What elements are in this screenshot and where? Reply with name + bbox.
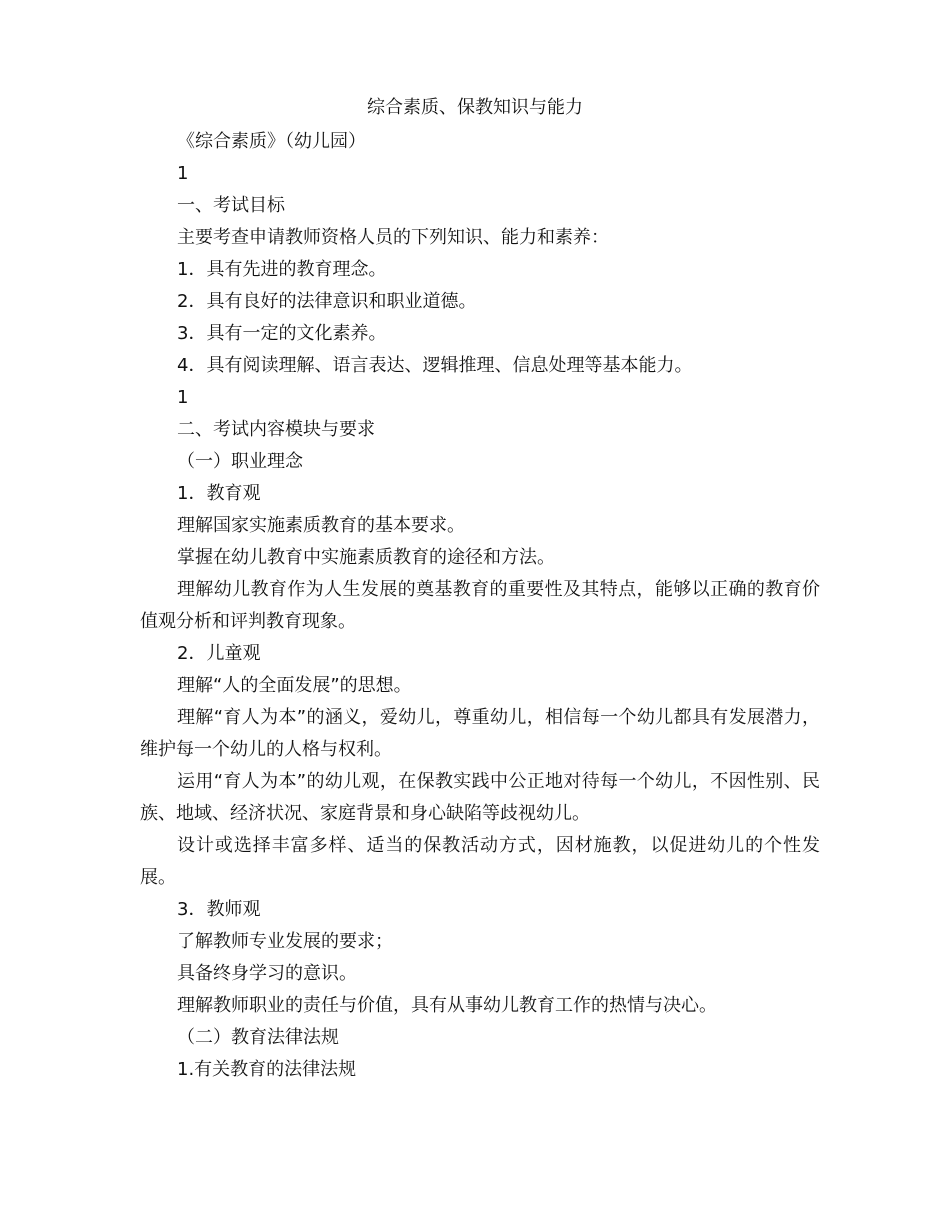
list-item: 3．具有一定的文化素养。 (177, 323, 387, 344)
subsection-heading: （二）教育法律法规 (177, 1027, 339, 1048)
section-heading: 一、考试目标 (177, 195, 285, 216)
paragraph: 理解幼儿教育作为人生发展的奠基教育的重要性及其特点，能够以正确的教育价值观分析和评判教育现象。 (140, 579, 820, 632)
paragraph: 理解“育人为本”的涵义，爱幼儿，尊重幼儿，相信每一个幼儿都具有发展潜力，维护每一个幼儿的人格与权利。 (140, 707, 820, 760)
paragraph: 掌握在幼儿教育中实施素质教育的途径和方法。 (177, 547, 555, 568)
page-number: 1 (177, 387, 189, 408)
subtitle: 《综合素质》（幼儿园） (177, 131, 366, 152)
item-heading: 3．教师观 (177, 899, 261, 920)
page-number: 1 (177, 163, 189, 184)
paragraph: 运用“育人为本”的幼儿观，在保教实践中公正地对待每一个幼儿，不因性别、民族、地域、经济状况、家庭背景和身心缺陷等歧视幼儿。 (140, 771, 820, 824)
paragraph: 具备终身学习的意识。 (177, 963, 357, 984)
paragraph: 设计或选择丰富多样、适当的保教活动方式，因材施教，以促进幼儿的个性发展。 (140, 835, 820, 888)
paragraph: 理解“人的全面发展”的思想。 (177, 675, 412, 696)
list-item: 1．具有先进的教育理念。 (177, 259, 387, 280)
section-heading: 二、考试内容模块与要求 (177, 419, 375, 440)
paragraph: 主要考查申请教师资格人员的下列知识、能力和素养： (177, 227, 609, 248)
item-heading: 2．儿童观 (177, 643, 261, 664)
subsection-heading: （一）职业理念 (177, 451, 303, 472)
document-title: 综合素质、保教知识与能力 (367, 97, 583, 118)
paragraph: 了解教师专业发展的要求； (177, 931, 393, 952)
paragraph: 理解教师职业的责任与价值，具有从事幼儿教育工作的热情与决心。 (177, 995, 717, 1016)
paragraph: 理解国家实施素质教育的基本要求。 (177, 515, 465, 536)
list-item: 4．具有阅读理解、语言表达、逻辑推理、信息处理等基本能力。 (177, 355, 693, 376)
item-heading: 1．教育观 (177, 483, 261, 504)
document-body (140, 126, 820, 1086)
list-item: 2．具有良好的法律意识和职业道德。 (177, 291, 477, 312)
item-heading: 1.有关教育的法律法规 (177, 1059, 357, 1080)
